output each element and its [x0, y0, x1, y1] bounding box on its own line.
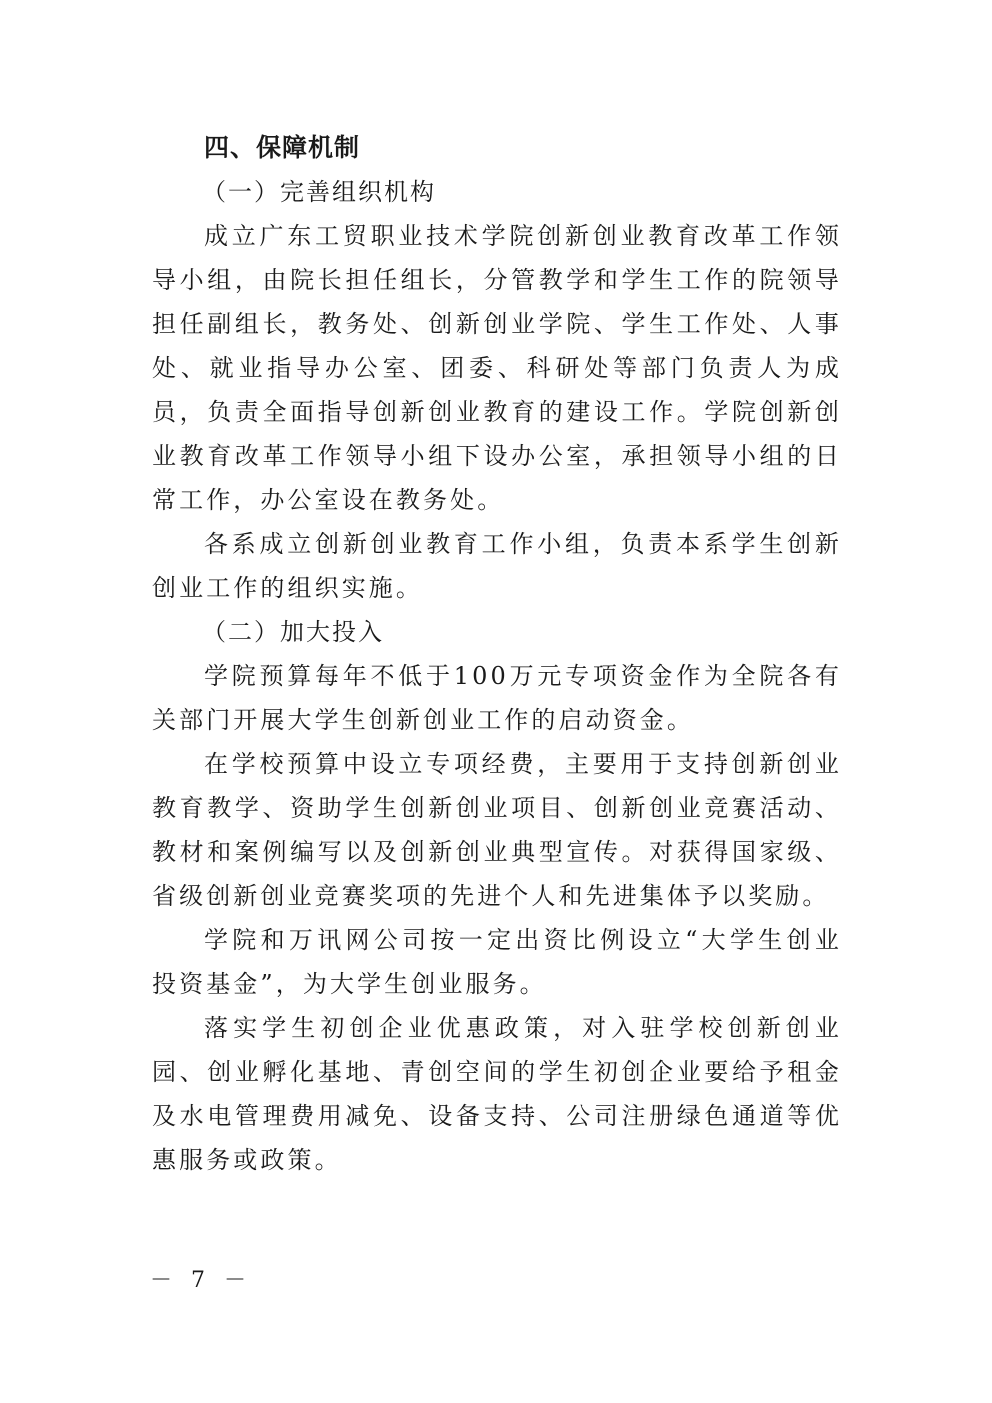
page-number: － 7 － — [150, 1268, 252, 1293]
paragraph-investment-fund: 学院和万讯网公司按一定出资比例设立“大学生创业投资基金”，为大学生创业服务。 — [152, 926, 842, 998]
paragraph-department-groups: 各系成立创新创业教育工作小组，负责本系学生创新创业工作的组织实施。 — [152, 530, 842, 602]
paragraph-special-funds: 在学校预算中设立专项经费，主要用于支持创新创业教育教学、资助学生创新创业项目、创新创业竞赛活动、教材和案例编写以及创新创业典型宣传。对获得国家级、省级创新创业竞赛奖项的先进个人和先进集体予以奖励。 — [152, 750, 842, 910]
paragraph-annual-budget: 学院预算每年不低于100万元专项资金作为全院各有关部门开展大学生创新创业工作的启动资金。 — [152, 662, 842, 734]
subsection-title-organization: （一）完善组织机构 — [202, 178, 436, 206]
subsection-title-investment: （二）加大投入 — [202, 618, 384, 646]
paragraph-startup-policies: 落实学生初创企业优惠政策，对入驻学校创新创业园、创业孵化基地、青创空间的学生初创企业要给予租金及水电管理费用减免、设备支持、公司注册绿色通道等优惠服务或政策。 — [152, 1014, 842, 1174]
document-page — [152, 126, 842, 1182]
section-heading: 四、保障机制 — [204, 133, 361, 162]
paragraph-leadership-group: 成立广东工贸职业技术学院创新创业教育改革工作领导小组，由院长担任组长，分管教学和学生工作的院领导担任副组长，教务处、创新创业学院、学生工作处、人事处、就业指导办公室、团委、科研处等部门负责人为成员，负责全面指导创新创业教育的建设工作。学院创新创业教育改革工作领导小组下设办公室，承担领导小组的日常工作，办公室设在教务处。 — [152, 222, 842, 514]
